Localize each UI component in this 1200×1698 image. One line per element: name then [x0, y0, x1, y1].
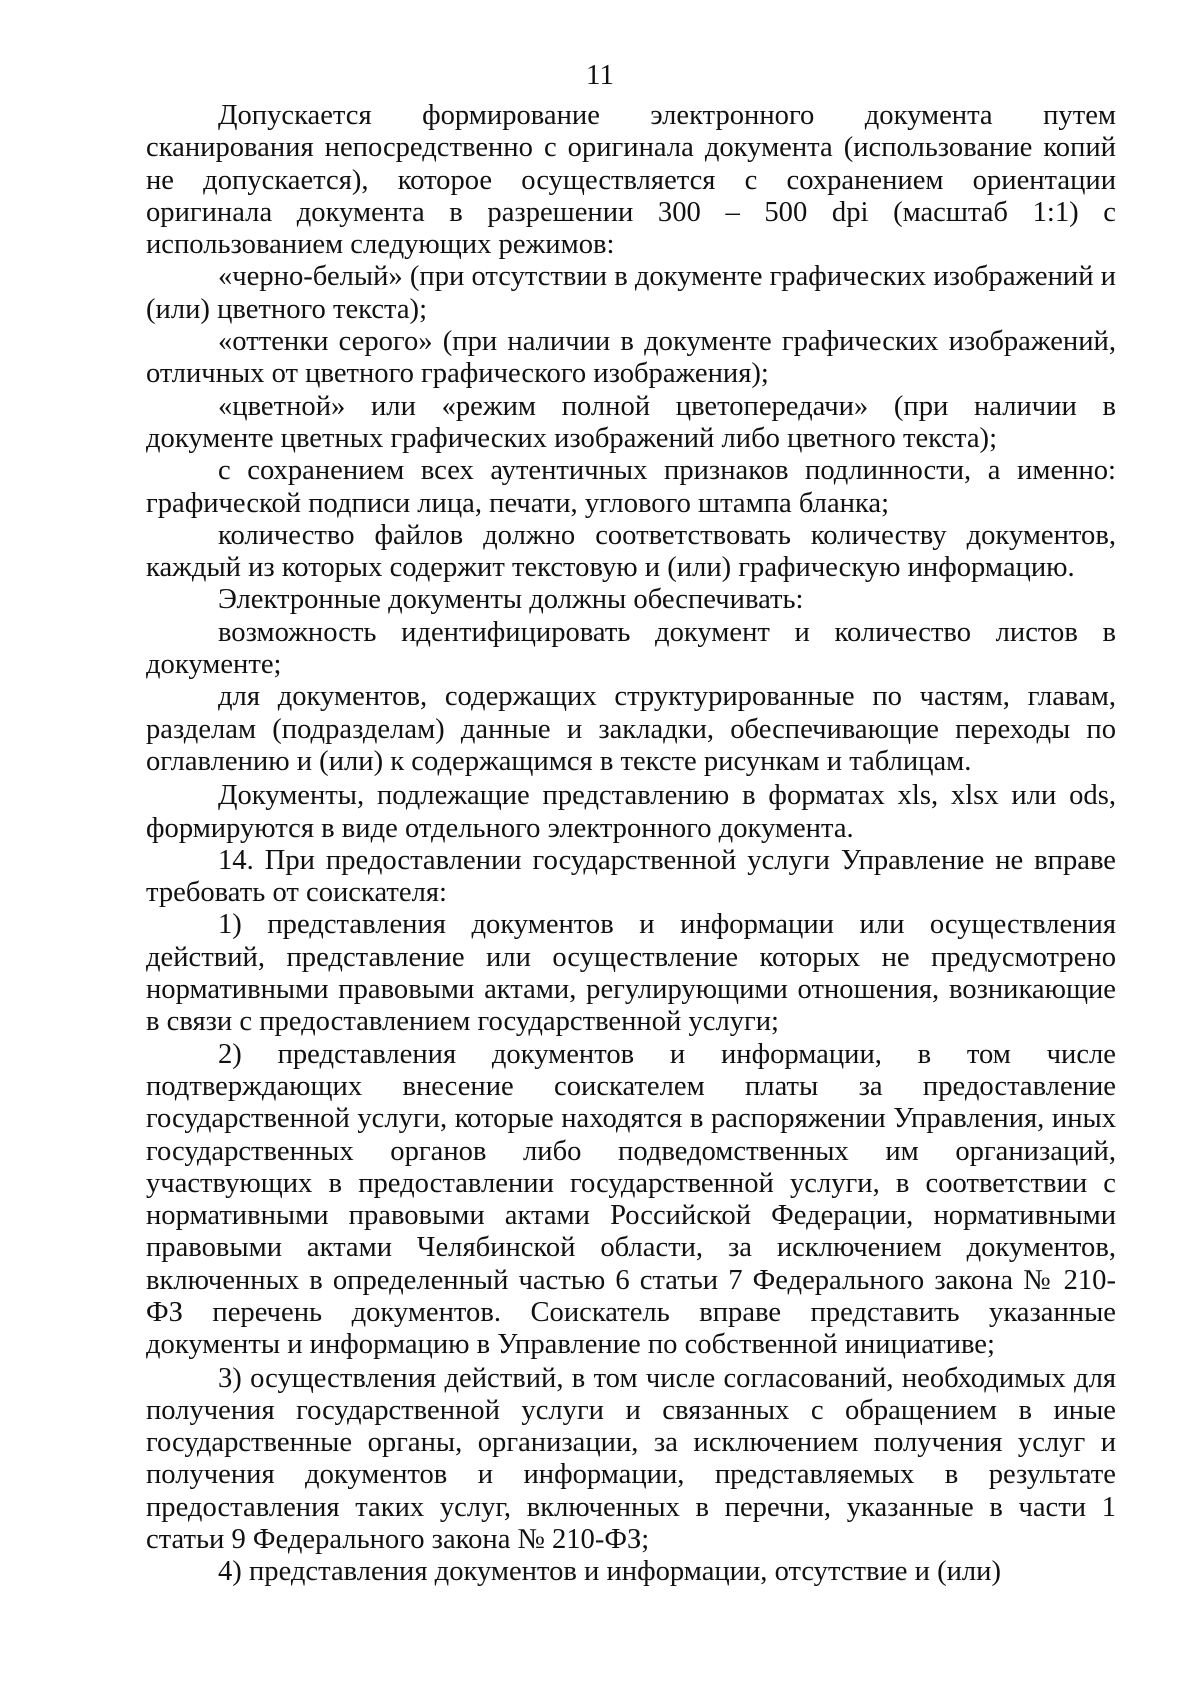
- paragraph-file-count: количество файлов должно соответствовать количеству документов, каждый из которых содержит текстовую и (или) графическую информацию.: [146, 519, 1116, 584]
- paragraph-identification: возможность идентифицировать документ и количество листов в документе;: [146, 616, 1116, 681]
- paragraph-mode-black-white: «черно-белый» (при отсутствии в документе графических изображений и (или) цветного текста);: [146, 261, 1116, 325]
- paragraph-mode-color: «цветной» или «режим полной цветопередачи» (при наличии в документе цветных графических изображений либо цветного текста);: [146, 390, 1116, 454]
- paragraph-subitem-2: 2) представления документов и информации, в том числе подтверждающих внесение соискателем платы за предоставление государственной услуги, которые находятся в распоряжении Управления, иных государственных органов либо подведомственных им организаций, участвующих в предоставлении государственной услуги, в соответствии с нормативными правовыми актами Российской Федерации, нормативными правовыми актами Челябинской области, за исключением документов, включенных в определенный частью 6 статьи 7 Федерального закона № 210-ФЗ перечень документов. Соискатель вправе представить указанные документы и информацию в Управление по собственной инициативе;: [146, 1038, 1116, 1361]
- paragraph-spreadsheet-formats: Документы, подлежащие представлению в форматах xls, xlsx или ods, формируются в виде отдельного электронного документа.: [146, 780, 1116, 844]
- paragraph-scanning: Допускается формирование электронного документа путем сканирования непосредственно с оригинала документа (использование копий не допускается), которое осуществляется с сохранением ориентации оригинала документа в разрешении 300 – 500 dpi (масштаб 1:1) с использованием следующих режимов:: [146, 100, 1116, 261]
- page-number: 11: [586, 59, 614, 91]
- paragraph-requirements-heading: Электронные документы должны обеспечивать:: [218, 584, 804, 616]
- paragraph-subitem-3: 3) осуществления действий, в том числе согласований, необходимых для получения государственной услуги и связанных с обращением в иные государственные органы, организации, за исключением получения услуг и получения документов и информации, представляемых в результате предоставления таких услуг, включенных в перечни, указанные в части 1 статьи 9 Федерального закона № 210-ФЗ;: [146, 1362, 1116, 1556]
- paragraph-item-14: 14. При предоставлении государственной услуги Управление не вправе требовать от соискателя:: [146, 844, 1116, 909]
- paragraph-subitem-4: 4) представления документов и информации, отсутствие и (или): [218, 1556, 1002, 1588]
- paragraph-subitem-1: 1) представления документов и информации или осуществления действий, представление или осуществление которых не предусмотрено нормативными правовыми актами, регулирующими отношения, возникающие в связи с предоставлением государственной услуги;: [146, 909, 1116, 1038]
- paragraph-mode-grayscale: «оттенки серого» (при наличии в документе графических изображений, отличных от цветного графического изображения);: [146, 326, 1116, 390]
- paragraph-authenticity: с сохранением всех аутентичных признаков подлинности, а именно: графической подписи лица, печати, углового штампа бланка;: [146, 455, 1116, 519]
- paragraph-bookmarks: для документов, содержащих структурированные по частям, главам, разделам (подразделам) данные и закладки, обеспечивающие переходы по оглавлению и (или) к содержащимся в тексте рисункам и таблицам.: [146, 681, 1116, 777]
- document-body: [146, 100, 1116, 1589]
